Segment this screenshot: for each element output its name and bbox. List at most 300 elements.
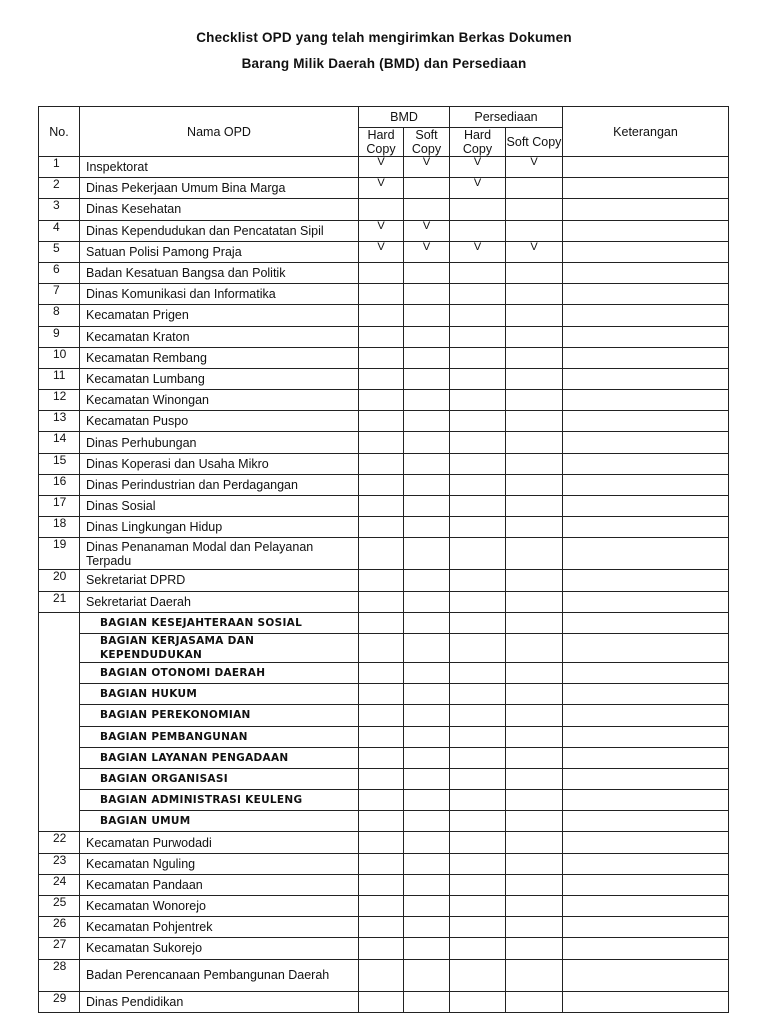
- keterangan-cell: [563, 517, 729, 538]
- check-bmd-soft: V: [404, 157, 450, 178]
- check-bmd-hard: [359, 390, 404, 411]
- table-row: [39, 305, 729, 326]
- row-number: 26: [39, 917, 80, 938]
- bagian-name: BAGIAN KERJASAMA DAN KEPENDUDUKAN: [80, 633, 359, 662]
- check-bmd-hard: V: [359, 178, 404, 199]
- row-number: 11: [39, 368, 80, 389]
- check-bmd-soft: [404, 496, 450, 517]
- empty-cell: [450, 705, 506, 726]
- opd-name: Dinas Sosial: [80, 496, 359, 517]
- opd-name: Dinas Kependudukan dan Pencatatan Sipil: [80, 220, 359, 241]
- check-per-soft: [506, 199, 563, 220]
- check-bmd-hard: [359, 591, 404, 612]
- check-per-soft: [506, 326, 563, 347]
- check-bmd-soft: [404, 517, 450, 538]
- table-row: [39, 991, 729, 1012]
- opd-name: Kecamatan Wonorejo: [80, 896, 359, 917]
- check-bmd-hard: [359, 347, 404, 368]
- empty-cell: [450, 684, 506, 705]
- empty-cell: [506, 726, 563, 747]
- opd-name: Dinas Lingkungan Hidup: [80, 517, 359, 538]
- empty-cell: [404, 811, 450, 832]
- opd-name: Kecamatan Purwodadi: [80, 832, 359, 853]
- keterangan-cell: [563, 832, 729, 853]
- check-per-hard: [450, 262, 506, 283]
- check-per-soft: [506, 220, 563, 241]
- row-number: 15: [39, 453, 80, 474]
- table-row-bagian: [39, 662, 729, 683]
- check-per-soft: V: [506, 157, 563, 178]
- row-number: 6: [39, 262, 80, 283]
- header-persediaan: Persediaan: [450, 107, 563, 128]
- check-bmd-soft: [404, 591, 450, 612]
- check-bmd-soft: [404, 938, 450, 959]
- header-keterangan: Keterangan: [563, 107, 729, 157]
- keterangan-cell: [563, 453, 729, 474]
- check-per-hard: [450, 326, 506, 347]
- keterangan-cell: [563, 874, 729, 895]
- check-per-hard: [450, 220, 506, 241]
- keterangan-cell: [563, 199, 729, 220]
- empty-cell: [506, 633, 563, 662]
- table-row: [39, 496, 729, 517]
- empty-cell: [563, 790, 729, 811]
- check-bmd-hard: [359, 474, 404, 495]
- check-bmd-hard: [359, 853, 404, 874]
- check-bmd-hard: [359, 262, 404, 283]
- empty-cell: [359, 811, 404, 832]
- opd-name: Badan Kesatuan Bangsa dan Politik: [80, 262, 359, 283]
- bagian-name: BAGIAN PEMBANGUNAN: [80, 726, 359, 747]
- check-bmd-soft: [404, 991, 450, 1012]
- check-per-soft: [506, 517, 563, 538]
- bagian-name: BAGIAN OTONOMI DAERAH: [80, 662, 359, 683]
- empty-cell: [450, 633, 506, 662]
- table-row: [39, 453, 729, 474]
- empty-cell: [506, 790, 563, 811]
- check-per-hard: [450, 570, 506, 591]
- keterangan-cell: [563, 241, 729, 262]
- check-bmd-hard: [359, 368, 404, 389]
- empty-cell: [563, 633, 729, 662]
- empty-cell: [506, 768, 563, 789]
- check-bmd-hard: V: [359, 157, 404, 178]
- table-row: [39, 241, 729, 262]
- table-row: [39, 432, 729, 453]
- check-bmd-hard: [359, 199, 404, 220]
- check-bmd-soft: [404, 411, 450, 432]
- empty-cell: [563, 726, 729, 747]
- empty-cell: [506, 684, 563, 705]
- empty-cell: [506, 747, 563, 768]
- check-bmd-hard: [359, 305, 404, 326]
- table-row-bagian: [39, 747, 729, 768]
- checklist-body: [39, 157, 729, 1013]
- empty-cell: [563, 747, 729, 768]
- row-number: 13: [39, 411, 80, 432]
- table-row: [39, 220, 729, 241]
- check-bmd-soft: [404, 199, 450, 220]
- check-per-hard: [450, 517, 506, 538]
- empty-cell: [359, 705, 404, 726]
- keterangan-cell: [563, 917, 729, 938]
- check-per-soft: [506, 453, 563, 474]
- opd-name: Dinas Pekerjaan Umum Bina Marga: [80, 178, 359, 199]
- keterangan-cell: [563, 284, 729, 305]
- check-bmd-hard: [359, 959, 404, 991]
- check-bmd-soft: [404, 538, 450, 570]
- empty-cell: [506, 612, 563, 633]
- opd-name: Kecamatan Kraton: [80, 326, 359, 347]
- row-number: 16: [39, 474, 80, 495]
- table-row-bagian: [39, 633, 729, 662]
- keterangan-cell: [563, 368, 729, 389]
- table-row: [39, 938, 729, 959]
- opd-name: Kecamatan Pandaan: [80, 874, 359, 895]
- keterangan-cell: [563, 432, 729, 453]
- opd-name: Badan Perencanaan Pembangunan Daerah: [80, 959, 359, 991]
- empty-cell: [404, 747, 450, 768]
- table-row: [39, 591, 729, 612]
- empty-cell: [563, 662, 729, 683]
- row-number: 4: [39, 220, 80, 241]
- row-number: 17: [39, 496, 80, 517]
- keterangan-cell: [563, 959, 729, 991]
- check-per-hard: [450, 432, 506, 453]
- check-per-hard: [450, 390, 506, 411]
- keterangan-cell: [563, 496, 729, 517]
- table-row-bagian: [39, 726, 729, 747]
- header-bmd-soft-copy: Soft Copy: [404, 128, 450, 157]
- keterangan-cell: [563, 411, 729, 432]
- check-bmd-soft: [404, 368, 450, 389]
- opd-name: Satuan Polisi Pamong Praja: [80, 241, 359, 262]
- check-per-hard: [450, 959, 506, 991]
- check-per-hard: [450, 896, 506, 917]
- check-bmd-soft: [404, 178, 450, 199]
- opd-name: Sekretariat DPRD: [80, 570, 359, 591]
- empty-cell: [563, 811, 729, 832]
- check-bmd-hard: [359, 517, 404, 538]
- row-number: 24: [39, 874, 80, 895]
- table-row: [39, 896, 729, 917]
- opd-name: Dinas Penanaman Modal dan Pelayanan Terpadu: [80, 538, 359, 570]
- table-row: [39, 538, 729, 570]
- row-number: 14: [39, 432, 80, 453]
- checklist-table: [38, 106, 729, 1013]
- check-bmd-soft: [404, 305, 450, 326]
- check-per-hard: [450, 347, 506, 368]
- check-per-hard: V: [450, 157, 506, 178]
- check-bmd-soft: [404, 284, 450, 305]
- row-number: 7: [39, 284, 80, 305]
- empty-cell: [404, 684, 450, 705]
- opd-name: Inspektorat: [80, 157, 359, 178]
- empty-cell: [563, 768, 729, 789]
- check-per-hard: [450, 917, 506, 938]
- keterangan-cell: [563, 157, 729, 178]
- check-per-hard: [450, 199, 506, 220]
- bagian-name: BAGIAN KESEJAHTERAAN SOSIAL: [80, 612, 359, 633]
- row-number: 18: [39, 517, 80, 538]
- keterangan-cell: [563, 991, 729, 1012]
- empty-cell: [506, 662, 563, 683]
- check-per-hard: [450, 853, 506, 874]
- check-per-hard: [450, 591, 506, 612]
- bagian-name: BAGIAN LAYANAN PENGADAAN: [80, 747, 359, 768]
- row-number: 28: [39, 959, 80, 991]
- check-per-soft: [506, 938, 563, 959]
- empty-cell: [359, 684, 404, 705]
- empty-cell: [506, 811, 563, 832]
- empty-cell: [359, 612, 404, 633]
- table-row-bagian: [39, 768, 729, 789]
- check-per-soft: [506, 874, 563, 895]
- check-per-soft: V: [506, 241, 563, 262]
- empty-cell: [359, 790, 404, 811]
- check-bmd-soft: [404, 474, 450, 495]
- row-number: 8: [39, 305, 80, 326]
- check-bmd-soft: [404, 432, 450, 453]
- row-number: 27: [39, 938, 80, 959]
- empty-cell: [450, 726, 506, 747]
- keterangan-cell: [563, 305, 729, 326]
- check-bmd-hard: [359, 874, 404, 895]
- empty-cell: [404, 790, 450, 811]
- keterangan-cell: [563, 262, 729, 283]
- empty-cell: [506, 705, 563, 726]
- check-bmd-hard: [359, 538, 404, 570]
- bagian-name: BAGIAN ORGANISASI: [80, 768, 359, 789]
- opd-name: Dinas Pendidikan: [80, 991, 359, 1012]
- row-number: 23: [39, 853, 80, 874]
- empty-cell: [450, 811, 506, 832]
- keterangan-cell: [563, 347, 729, 368]
- opd-name: Kecamatan Nguling: [80, 853, 359, 874]
- check-per-soft: [506, 411, 563, 432]
- table-row: [39, 832, 729, 853]
- header-bmd: BMD: [359, 107, 450, 128]
- empty-cell: [359, 747, 404, 768]
- empty-cell: [563, 612, 729, 633]
- keterangan-cell: [563, 570, 729, 591]
- check-per-soft: [506, 474, 563, 495]
- empty-cell: [450, 662, 506, 683]
- check-per-soft: [506, 305, 563, 326]
- header-persediaan-soft-copy: Soft Copy: [506, 128, 563, 157]
- opd-name: Kecamatan Sukorejo: [80, 938, 359, 959]
- check-per-soft: [506, 570, 563, 591]
- check-bmd-hard: [359, 991, 404, 1012]
- empty-cell: [450, 747, 506, 768]
- check-bmd-hard: V: [359, 241, 404, 262]
- check-bmd-soft: V: [404, 220, 450, 241]
- bagian-name: BAGIAN UMUM: [80, 811, 359, 832]
- check-bmd-soft: [404, 326, 450, 347]
- check-bmd-soft: [404, 959, 450, 991]
- check-per-soft: [506, 390, 563, 411]
- table-row-bagian: [39, 684, 729, 705]
- check-bmd-hard: [359, 570, 404, 591]
- check-per-soft: [506, 496, 563, 517]
- check-per-hard: V: [450, 241, 506, 262]
- row-number: 9: [39, 326, 80, 347]
- table-row-bagian: [39, 790, 729, 811]
- bagian-name: BAGIAN PEREKONOMIAN: [80, 705, 359, 726]
- empty-cell: [404, 726, 450, 747]
- keterangan-cell: [563, 938, 729, 959]
- check-per-soft: [506, 347, 563, 368]
- table-row: [39, 368, 729, 389]
- check-per-hard: [450, 874, 506, 895]
- empty-cell: [404, 633, 450, 662]
- check-bmd-hard: [359, 411, 404, 432]
- check-per-hard: [450, 305, 506, 326]
- check-per-soft: [506, 178, 563, 199]
- bagian-name: BAGIAN HUKUM: [80, 684, 359, 705]
- check-bmd-soft: [404, 832, 450, 853]
- opd-name: Dinas Komunikasi dan Informatika: [80, 284, 359, 305]
- check-bmd-soft: [404, 874, 450, 895]
- keterangan-cell: [563, 853, 729, 874]
- check-bmd-hard: [359, 938, 404, 959]
- empty-cell: [359, 633, 404, 662]
- check-per-hard: [450, 991, 506, 1012]
- row-number: 3: [39, 199, 80, 220]
- check-per-soft: [506, 591, 563, 612]
- check-bmd-soft: [404, 390, 450, 411]
- check-bmd-soft: [404, 896, 450, 917]
- check-bmd-soft: [404, 453, 450, 474]
- opd-name: Kecamatan Rembang: [80, 347, 359, 368]
- row-number: 20: [39, 570, 80, 591]
- opd-name: Kecamatan Prigen: [80, 305, 359, 326]
- check-per-soft: [506, 896, 563, 917]
- table-row: [39, 284, 729, 305]
- table-row: [39, 411, 729, 432]
- check-per-soft: [506, 853, 563, 874]
- empty-cell: [404, 662, 450, 683]
- check-per-hard: [450, 284, 506, 305]
- empty-cell: [450, 768, 506, 789]
- check-bmd-hard: [359, 896, 404, 917]
- check-per-soft: [506, 917, 563, 938]
- opd-name: Kecamatan Puspo: [80, 411, 359, 432]
- check-per-soft: [506, 432, 563, 453]
- row-number: 2: [39, 178, 80, 199]
- table-row: [39, 157, 729, 178]
- keterangan-cell: [563, 896, 729, 917]
- row-number: 12: [39, 390, 80, 411]
- check-per-hard: [450, 832, 506, 853]
- check-bmd-soft: [404, 347, 450, 368]
- check-bmd-hard: [359, 284, 404, 305]
- empty-cell: [563, 684, 729, 705]
- keterangan-cell: [563, 390, 729, 411]
- table-row: [39, 517, 729, 538]
- empty-cell: [450, 612, 506, 633]
- check-per-soft: [506, 991, 563, 1012]
- empty-cell: [450, 790, 506, 811]
- document-title-line2: Barang Milik Daerah (BMD) dan Persediaan: [241, 56, 527, 71]
- row-number: 10: [39, 347, 80, 368]
- check-bmd-soft: [404, 917, 450, 938]
- check-per-hard: [450, 411, 506, 432]
- table-row: [39, 874, 729, 895]
- row-number: 29: [39, 991, 80, 1012]
- table-row: [39, 474, 729, 495]
- header-bmd-hard-copy: Hard Copy: [359, 128, 404, 157]
- check-per-hard: [450, 453, 506, 474]
- check-per-soft: [506, 284, 563, 305]
- empty-cell: [404, 705, 450, 726]
- empty-cell: [359, 662, 404, 683]
- check-bmd-hard: [359, 432, 404, 453]
- table-row: [39, 199, 729, 220]
- check-bmd-hard: [359, 917, 404, 938]
- table-row: [39, 326, 729, 347]
- opd-name: Sekretariat Daerah: [80, 591, 359, 612]
- check-per-soft: [506, 538, 563, 570]
- check-per-hard: V: [450, 178, 506, 199]
- empty-cell: [563, 705, 729, 726]
- row-number: 25: [39, 896, 80, 917]
- table-row: [39, 917, 729, 938]
- header-no: No.: [39, 107, 80, 157]
- check-bmd-hard: [359, 832, 404, 853]
- table-row: [39, 959, 729, 991]
- opd-name: Dinas Perhubungan: [80, 432, 359, 453]
- opd-name: Kecamatan Pohjentrek: [80, 917, 359, 938]
- opd-name: Dinas Koperasi dan Usaha Mikro: [80, 453, 359, 474]
- header-persediaan-hard-copy: Hard Copy: [450, 128, 506, 157]
- check-bmd-hard: [359, 453, 404, 474]
- row-number: 1: [39, 157, 80, 178]
- empty-cell: [359, 726, 404, 747]
- table-row: [39, 347, 729, 368]
- row-number: 21: [39, 591, 80, 612]
- opd-name: Dinas Perindustrian dan Perdagangan: [80, 474, 359, 495]
- keterangan-cell: [563, 178, 729, 199]
- keterangan-cell: [563, 326, 729, 347]
- check-per-hard: [450, 368, 506, 389]
- check-bmd-soft: [404, 262, 450, 283]
- check-per-soft: [506, 262, 563, 283]
- check-per-soft: [506, 368, 563, 389]
- check-bmd-soft: [404, 853, 450, 874]
- opd-name: Kecamatan Winongan: [80, 390, 359, 411]
- check-per-hard: [450, 474, 506, 495]
- table-row-bagian: [39, 705, 729, 726]
- empty-cell: [404, 768, 450, 789]
- opd-name: Kecamatan Lumbang: [80, 368, 359, 389]
- table-row: [39, 853, 729, 874]
- opd-name: Dinas Kesehatan: [80, 199, 359, 220]
- table-row-bagian: [39, 811, 729, 832]
- check-bmd-hard: [359, 496, 404, 517]
- table-row: [39, 570, 729, 591]
- header-nama-opd: Nama OPD: [80, 107, 359, 157]
- empty-cell: [359, 768, 404, 789]
- keterangan-cell: [563, 220, 729, 241]
- row-number: 5: [39, 241, 80, 262]
- document-title-line1: Checklist OPD yang telah mengirimkan Berkas Dokumen: [196, 30, 572, 45]
- check-bmd-hard: [359, 326, 404, 347]
- table-row: [39, 262, 729, 283]
- keterangan-cell: [563, 474, 729, 495]
- check-per-hard: [450, 938, 506, 959]
- table-row: [39, 390, 729, 411]
